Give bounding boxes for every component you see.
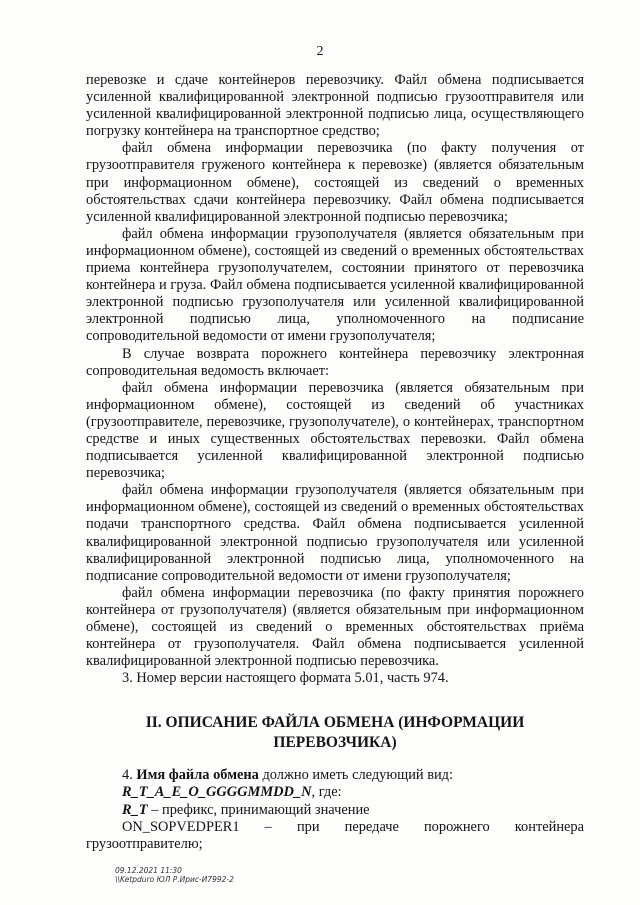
prefix-code: R_T <box>122 801 148 818</box>
value-word: порожнего <box>423 818 490 835</box>
value-word: передаче <box>344 818 399 835</box>
section-title: II. ОПИСАНИЕ ФАЙЛА ОБМЕНА (ИНФОРМАЦИИ ПЕРЕВОЗЧИКА) <box>145 714 525 752</box>
clause-number: 4. <box>122 767 133 784</box>
paragraph: файл обмена информации грузополучателя (является обязательным при информационном обмене), состоящей из сведений о временных обстоятельствах приема контейнера грузополучателем, состоянии принятого от перевозчика контейнера и груза. Файл обмена подписывается усиленной квалифицированной электронной подписью грузополучателя или усиленной квалифицированной электронной подписью лица, уполномоченного на подписание сопроводительной ведомости от имени грузополучателя; <box>86 225 584 345</box>
footer-stamp <box>115 866 234 884</box>
value-continuation: грузоотправителю; <box>86 835 203 852</box>
file-name-clause <box>86 767 584 784</box>
value-line <box>86 819 584 836</box>
paragraph: В случае возврата порожнего контейнера перевозчику электронная сопроводительная ведомость включает: <box>86 345 584 379</box>
prefix-desc: – префикс, принимающий значение <box>151 801 370 818</box>
footer-line: 09.12.2021 11:30 <box>115 866 182 875</box>
paragraph: перевозке и сдаче контейнеров перевозчику. Файл обмена подписывается усиленной квалифицированной электронной подписью грузоотправителя или усиленной квалифицированной электронной подписью лица, осуществляющего погрузку контейнера на транспортное средство; <box>86 72 584 140</box>
footer-line: \\Ketpduro ЮЛ Р.Ирис-И7992-2 <box>115 875 234 884</box>
value-word: контейнера <box>514 818 584 835</box>
paragraph: файл обмена информации перевозчика (по факту получения от грузоотправителя груженого контейнера к перевозке) (является обязательным при информационном обмене), состоящей из сведений о временных обстоятельствах сдачи контейнера перевозчику. Файл обмена подписывается усиленной квалифицированной электронной подписью перевозчика; <box>86 140 584 225</box>
paragraph: 3. Номер версии настоящего формата 5.01, часть 974. <box>122 670 449 687</box>
file-name-rest: должно иметь следующий вид: <box>262 767 454 784</box>
prefix-line <box>86 802 584 819</box>
file-name-pattern-line <box>86 784 584 801</box>
file-name-label: Имя файла обмена <box>136 767 259 784</box>
paragraph: файл обмена информации перевозчика (по факту принятия порожнего контейнера от грузополучателя) (является обязательным при информационном обмене), состоящей из сведений о временных обстоятельствах приёма контейнера от грузополучателя. Файл обмена подписывается усиленной квалифицированной электронной подписью перевозчика. <box>86 584 584 670</box>
page-number: 2 <box>316 44 324 59</box>
file-name-pattern: R_T_A_E_O_GGGGMMDD_N <box>122 784 312 801</box>
value-word: при <box>296 818 320 835</box>
paragraph: файл обмена информации грузополучателя (является обязательным при информационном обмене), состоящей из сведений о временных обстоятельствах подачи транспортного средства. Файл обмена подписывается усиленной квалифицированной электронной подписью грузополучателя или усиленной квалифицированной электронной подписью лица, уполномоченного на подписание сопроводительной ведомости от имени грузополучателя; <box>86 482 584 584</box>
value-word: – <box>264 818 272 835</box>
paragraph-list <box>86 72 584 687</box>
value-code: ON_SOPVEDPER1 <box>122 818 240 835</box>
paragraph: файл обмена информации перевозчика (является обязательным при информационном обмене), состоящей из сведений об участниках (грузоотправителе, перевозчике, грузополучателе), о контейнерах, транспортном средстве и иных существенных обстоятельствах перевозки. Файл обмена подписывается усиленной квалифицированной электронной подписью перевозчика; <box>86 379 584 482</box>
document-body <box>86 72 584 853</box>
file-name-pattern-suffix: , где: <box>311 784 342 801</box>
